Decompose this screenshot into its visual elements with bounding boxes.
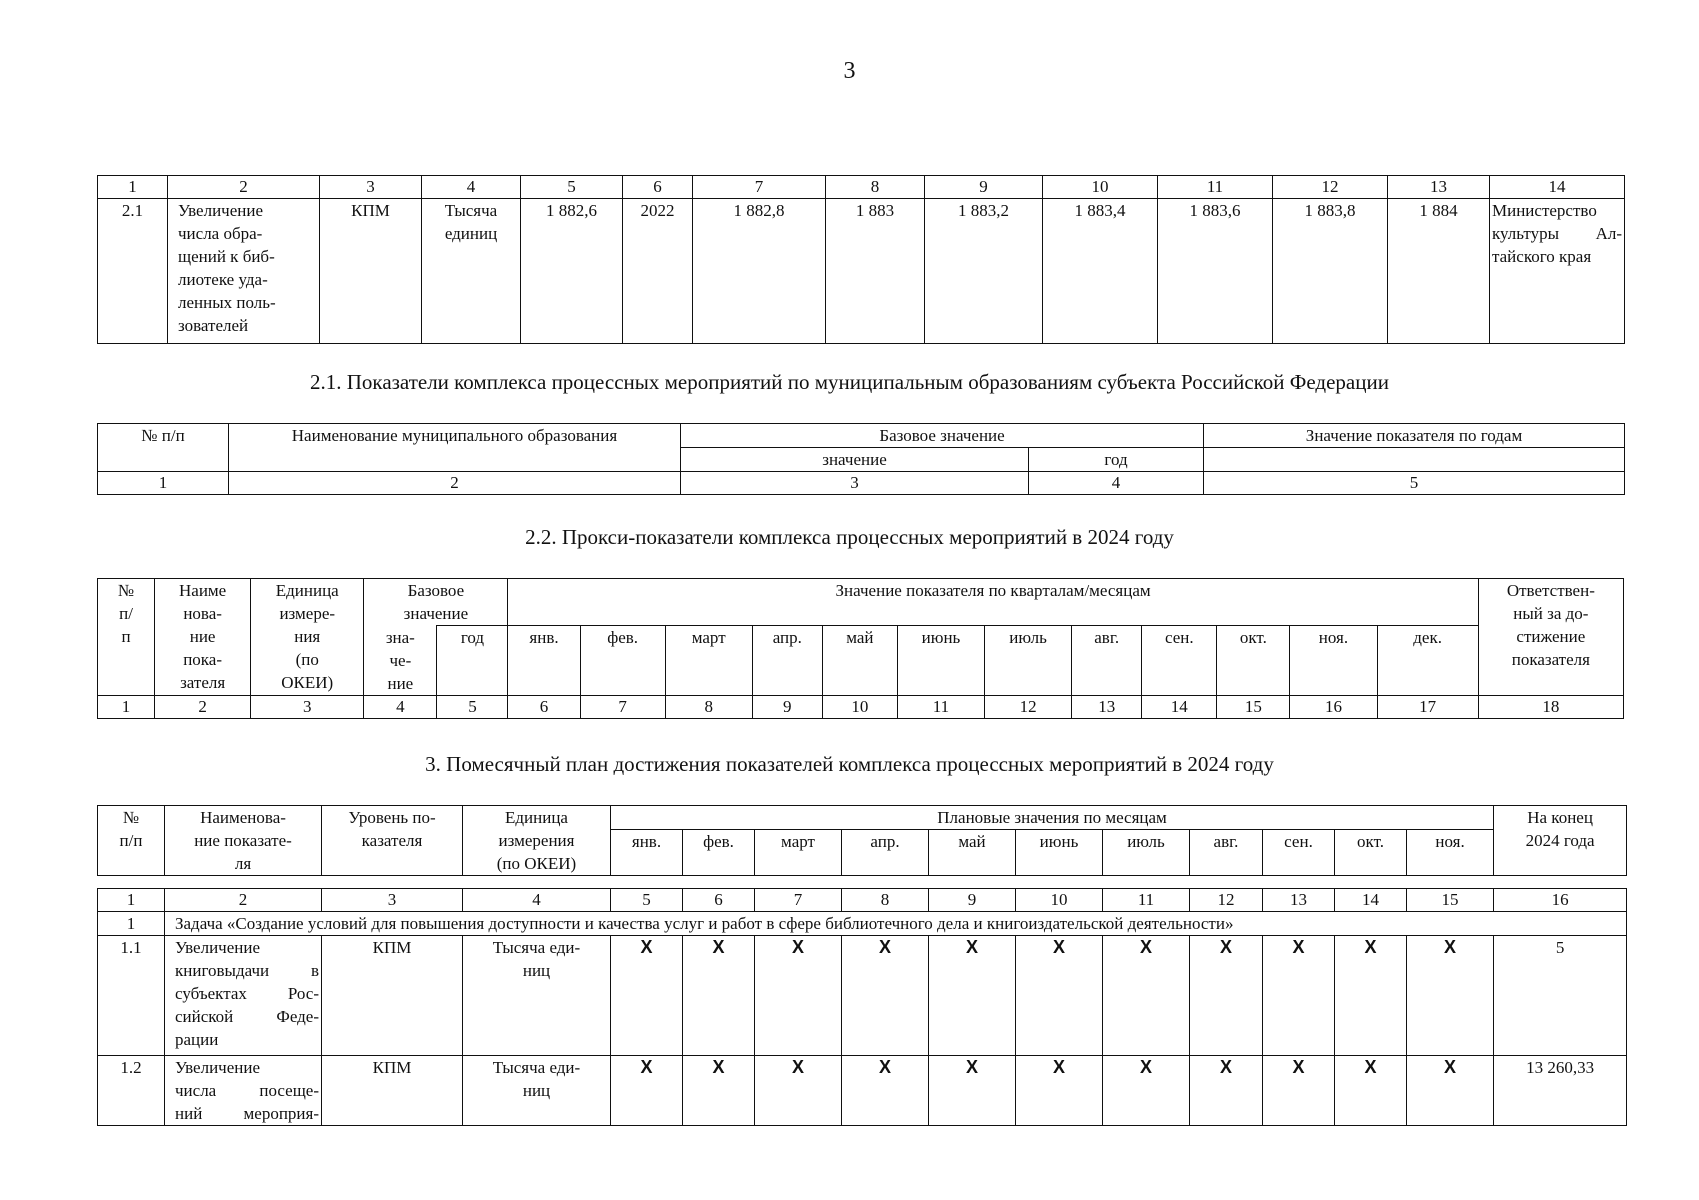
col-number: 11 (897, 695, 984, 718)
col-number: 2 (168, 176, 320, 199)
col-number: 2 (165, 889, 322, 912)
not-applicable-mark: Х (1190, 936, 1263, 1056)
not-applicable-mark: Х (1335, 1056, 1407, 1126)
month-header: май (929, 830, 1016, 876)
header-empty (1204, 448, 1625, 472)
header-planned: Плановые значения по месяцам (611, 806, 1494, 830)
header-value: значение (681, 448, 1029, 472)
month-header: окт. (1217, 626, 1290, 696)
not-applicable-mark: Х (1263, 1056, 1335, 1126)
not-applicable-mark: Х (1016, 1056, 1103, 1126)
not-applicable-mark: Х (842, 936, 929, 1056)
not-applicable-mark: Х (611, 936, 683, 1056)
end-of-year-value: 13 260,33 (1494, 1056, 1627, 1126)
month-header: май (822, 626, 897, 696)
col-number: 15 (1217, 695, 1290, 718)
col-number: 5 (521, 176, 623, 199)
not-applicable-mark: Х (1190, 1056, 1263, 1126)
monthly-plan-table (97, 805, 1627, 1126)
not-applicable-mark: Х (1335, 936, 1407, 1056)
month-header: авг. (1190, 830, 1263, 876)
plan-value: 1 883,6 (1158, 199, 1273, 344)
month-header: дек. (1377, 626, 1478, 696)
header-base-value: Базовое значение (681, 424, 1204, 448)
not-applicable-mark: Х (842, 1056, 929, 1126)
month-header: март (665, 626, 752, 696)
col-number: 13 (1072, 695, 1142, 718)
proxy-indicators-table (97, 578, 1624, 719)
month-header: июль (985, 626, 1072, 696)
col-number: 9 (925, 176, 1043, 199)
column-numbers-row (98, 176, 1625, 199)
indicator-name: Увеличение книговыдачи в субъектах Рос- сийской Феде- рации (165, 936, 322, 1056)
col-number: 12 (1190, 889, 1263, 912)
indicator-level: КПМ (322, 1056, 463, 1126)
col-number: 5 (611, 889, 683, 912)
base-value: 1 882,6 (521, 199, 623, 344)
task-text: Задача «Создание условий для повышения доступности и качества услуг и работ в сфере библиотечного дела и книгоиздательской деятельности» (165, 912, 1627, 936)
col-number: 17 (1377, 695, 1478, 718)
header-year: год (1029, 448, 1204, 472)
table-row (98, 936, 1627, 1056)
unit-of-measure: Тысяча еди- ниц (463, 1056, 611, 1126)
unit-of-measure: Тысяча единиц (422, 199, 521, 344)
col-number: 1 (98, 695, 155, 718)
header-end-of-year: На конец 2024 года (1494, 806, 1627, 876)
not-applicable-mark: Х (1407, 1056, 1494, 1126)
month-header: сен. (1263, 830, 1335, 876)
column-numbers-row (98, 695, 1624, 718)
month-header: июнь (897, 626, 984, 696)
indicator-table-continuation (97, 175, 1625, 344)
col-number: 14 (1490, 176, 1625, 199)
col-number: 8 (665, 695, 752, 718)
not-applicable-mark: Х (611, 1056, 683, 1126)
plan-value: 1 883 (826, 199, 925, 344)
base-year: 2022 (623, 199, 693, 344)
col-number: 4 (364, 695, 437, 718)
not-applicable-mark: Х (755, 1056, 842, 1126)
header-indicator-name: Наименова- ние показате- ля (165, 806, 322, 876)
col-number: 8 (842, 889, 929, 912)
not-applicable-mark: Х (1407, 936, 1494, 1056)
not-applicable-mark: Х (755, 936, 842, 1056)
col-number: 3 (320, 176, 422, 199)
header-year: год (437, 626, 508, 696)
month-header: ноя. (1290, 626, 1377, 696)
plan-value: 1 883,4 (1043, 199, 1158, 344)
col-number: 2 (155, 695, 251, 718)
header-by-quarters: Значение показателя по кварталам/месяцам (508, 579, 1478, 626)
not-applicable-mark: Х (1103, 936, 1190, 1056)
indicator-level: КПМ (322, 936, 463, 1056)
indicator-name: Увеличение числа посеще- ний мероприя- (165, 1056, 322, 1126)
header-num: № п/п (98, 806, 165, 876)
col-number: 9 (752, 695, 822, 718)
col-number: 1 (98, 176, 168, 199)
header-by-years: Значение показателя по годам (1204, 424, 1625, 448)
header-municipality: Наименование муниципального образования (229, 424, 681, 472)
col-number: 13 (1388, 176, 1490, 199)
month-header: янв. (611, 830, 683, 876)
col-number: 10 (1016, 889, 1103, 912)
table-row (98, 1056, 1627, 1126)
plan-value: 1 884 (1388, 199, 1490, 344)
not-applicable-mark: Х (683, 936, 755, 1056)
header-level: Уровень по- казателя (322, 806, 463, 876)
header-num: № п/ п (98, 579, 155, 696)
col-number: 3 (251, 695, 364, 718)
col-number: 9 (929, 889, 1016, 912)
plan-value: 1 883,2 (925, 199, 1043, 344)
section-3-title: 3. Помесячный план достижения показателей комплекса процессных мероприятий в 2024 году (425, 752, 1274, 776)
col-number: 3 (322, 889, 463, 912)
col-number: 16 (1290, 695, 1377, 718)
col-number: 3 (681, 472, 1029, 495)
page-number: 3 (843, 58, 856, 84)
not-applicable-mark: Х (1103, 1056, 1190, 1126)
col-number: 4 (422, 176, 521, 199)
unit-of-measure: Тысяча еди- ниц (463, 936, 611, 1056)
not-applicable-mark: Х (929, 936, 1016, 1056)
row-number: 1.1 (98, 936, 165, 1056)
section-2-2-title: 2.2. Прокси-показатели комплекса процессных мероприятий в 2024 году (525, 525, 1174, 549)
col-number: 4 (1029, 472, 1204, 495)
header-indicator-name: Наиме нова- ние пока- зателя (155, 579, 251, 696)
month-header: июнь (1016, 830, 1103, 876)
month-header: фев. (580, 626, 665, 696)
table-row (98, 199, 1625, 344)
row-number: 1.2 (98, 1056, 165, 1126)
not-applicable-mark: Х (1016, 936, 1103, 1056)
end-of-year-value: 5 (1494, 936, 1627, 1056)
col-number: 14 (1142, 695, 1217, 718)
indicator-name: Увеличение числа обра- щений к биб- лиотеке уда- ленных поль- зователей (168, 199, 320, 344)
header-responsible: Ответствен- ный за до- стижение показателя (1478, 579, 1623, 696)
plan-value: 1 882,8 (693, 199, 826, 344)
col-number: 13 (1263, 889, 1335, 912)
col-number: 4 (463, 889, 611, 912)
col-number: 7 (755, 889, 842, 912)
col-number: 18 (1478, 695, 1623, 718)
col-number: 10 (1043, 176, 1158, 199)
month-header: ноя. (1407, 830, 1494, 876)
month-header: апр. (842, 830, 929, 876)
responsible-party: Министерство культуры Ал- тайского края (1490, 199, 1625, 344)
col-number: 16 (1494, 889, 1627, 912)
col-number: 14 (1335, 889, 1407, 912)
month-header: апр. (752, 626, 822, 696)
col-number: 12 (985, 695, 1072, 718)
col-number: 10 (822, 695, 897, 718)
col-number: 7 (580, 695, 665, 718)
col-number: 6 (508, 695, 580, 718)
col-number: 7 (693, 176, 826, 199)
municipal-indicators-table (97, 423, 1625, 495)
not-applicable-mark: Х (1263, 936, 1335, 1056)
col-number: 5 (437, 695, 508, 718)
not-applicable-mark: Х (929, 1056, 1016, 1126)
header-base-value: Базовое значение (364, 579, 508, 626)
header-unit: Единица измере- ния (по ОКЕИ) (251, 579, 364, 696)
column-numbers-row (98, 472, 1625, 495)
column-numbers-row (98, 889, 1627, 912)
col-number: 11 (1103, 889, 1190, 912)
month-header: март (755, 830, 842, 876)
col-number: 1 (98, 472, 229, 495)
month-header: окт. (1335, 830, 1407, 876)
col-number: 12 (1273, 176, 1388, 199)
col-number: 8 (826, 176, 925, 199)
month-header: янв. (508, 626, 580, 696)
col-number: 5 (1204, 472, 1625, 495)
task-number: 1 (98, 912, 165, 936)
col-number: 11 (1158, 176, 1273, 199)
header-unit: Единица измерения (по ОКЕИ) (463, 806, 611, 876)
col-number: 6 (623, 176, 693, 199)
not-applicable-mark: Х (683, 1056, 755, 1126)
month-header: авг. (1072, 626, 1142, 696)
col-number: 15 (1407, 889, 1494, 912)
task-row (98, 912, 1627, 936)
month-header: июль (1103, 830, 1190, 876)
section-2-1-title: 2.1. Показатели комплекса процессных мероприятий по муниципальным образованиям субъекта Российской Федерации (310, 370, 1389, 394)
month-header: фев. (683, 830, 755, 876)
header-num: № п/п (98, 424, 229, 472)
indicator-level: КПМ (320, 199, 422, 344)
plan-value: 1 883,8 (1273, 199, 1388, 344)
month-header: сен. (1142, 626, 1217, 696)
header-value: зна- че- ние (364, 626, 437, 696)
col-number: 6 (683, 889, 755, 912)
col-number: 1 (98, 889, 165, 912)
col-number: 2 (229, 472, 681, 495)
row-number: 2.1 (98, 199, 168, 344)
